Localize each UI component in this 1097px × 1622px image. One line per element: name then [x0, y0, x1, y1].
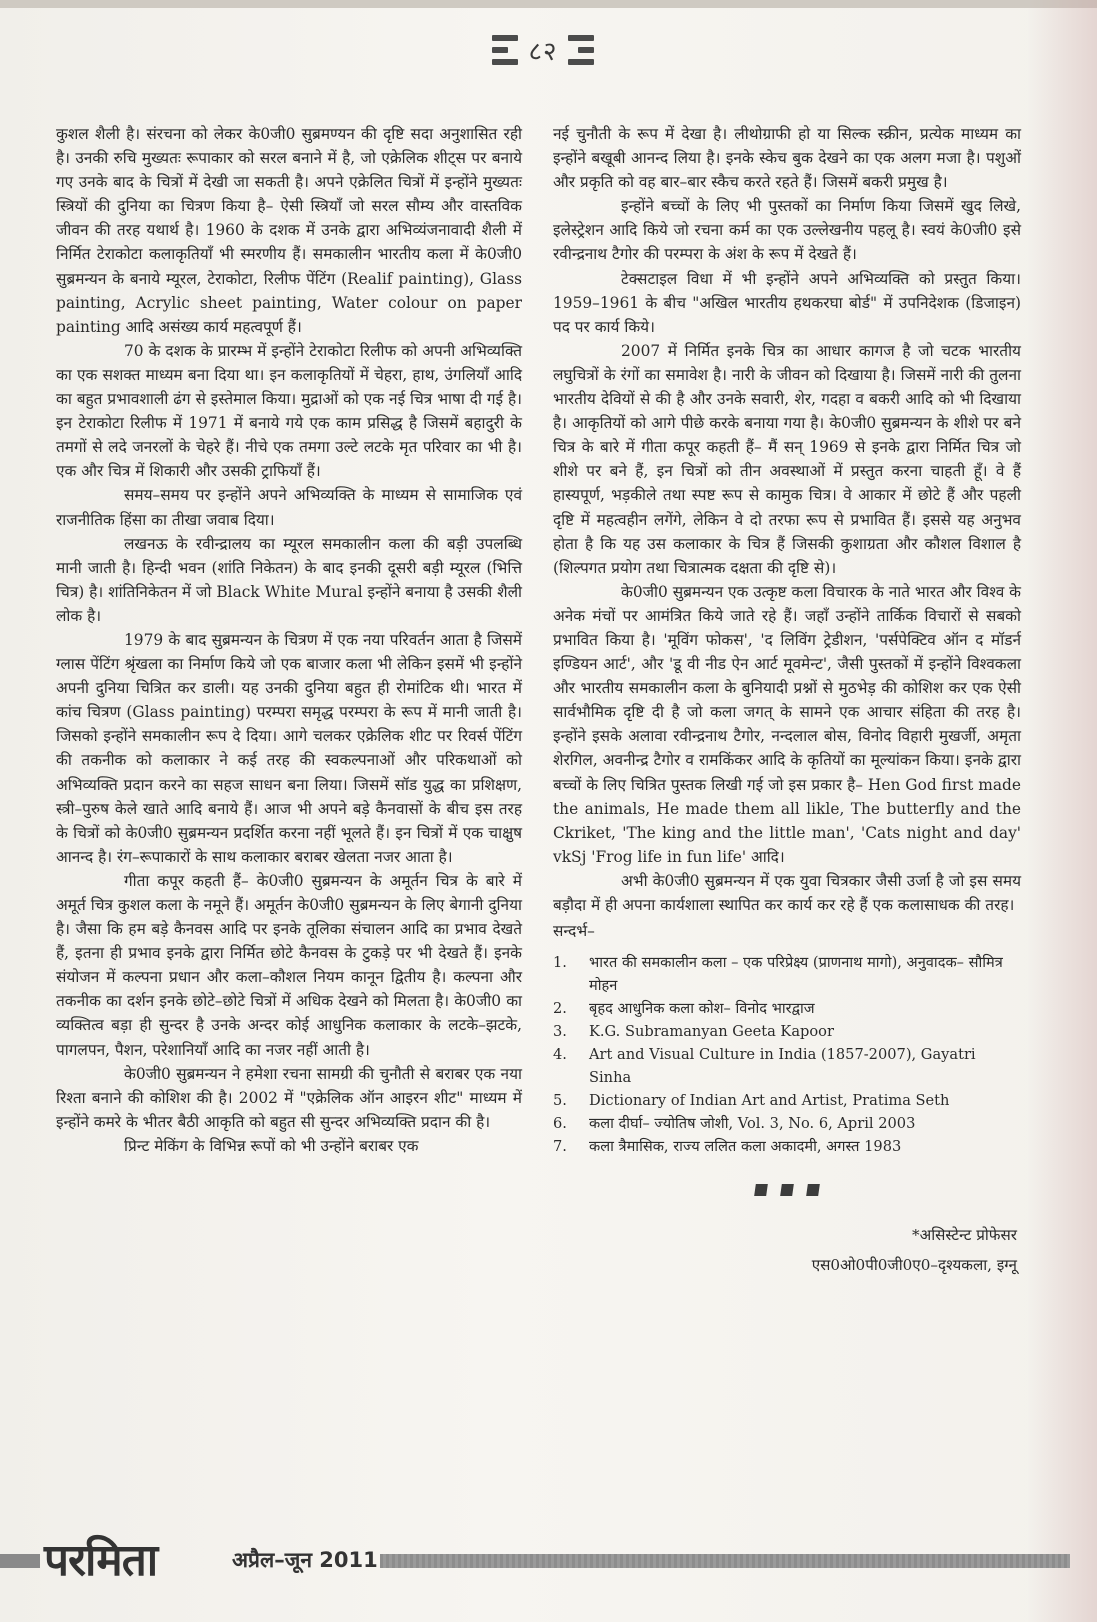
reference-number: 5.	[553, 1092, 567, 1110]
reference-item	[553, 1112, 1021, 1135]
reference-text: कला दीर्घा– ज्योतिष जोशी, Vol. 3, No. 6, April 2003	[589, 1115, 916, 1133]
reference-text: भारत की समकालीन कला – एक परिप्रेक्ष्य (प्राणनाथ मागो), अनुवादक– सौमित्र मोहन	[589, 954, 1003, 995]
reference-number: 6.	[553, 1115, 567, 1133]
paragraph: नई चुनौती के रूप में देखा है। लीथोग्राफी हो या सिल्क स्क्रीन, प्रत्येक माध्यम का इन्होंने बखूबी आनन्द लिया है। इनके स्केच बुक देखने का एक अलग मजा है। पशुओं और प्रकृति को वह बार–बार स्कैच करते रहते हैं। जिसमें बकरी प्रमुख है।	[553, 125, 1021, 192]
reference-number: 7.	[553, 1138, 567, 1156]
paragraph: इन्होंने बच्चों के लिए भी पुस्तकों का निर्माण किया जिसमें खुद लिखे, इलेस्ट्रेशन आदि किये जो रचना कर्म का एक उल्लेखनीय पहलू है। स्वयं के0जी0 इसे रवीन्द्रनाथ टैगोर की परम्परा के अंश के रूप में देखते हैं।	[553, 197, 1021, 264]
reference-text: Dictionary of Indian Art and Artist, Pratima Seth	[589, 1092, 950, 1110]
footer-bar-right	[380, 1554, 1070, 1568]
reference-item	[553, 1135, 1021, 1158]
section-separator	[553, 1184, 1021, 1196]
reference-number: 3.	[553, 1023, 567, 1041]
paragraph: अभी के0जी0 सुब्रमन्यन में एक युवा चित्रकार जैसी उर्जा है जो इस समय बड़ौदा में ही अपना कार्यशाला स्थापित कर कार्य कर रहे हैं एक कलासाधक की तरह।	[553, 871, 1021, 914]
paragraph: 2007 में निर्मित इनके चित्र का आधार कागज है जो चटक भारतीय लघुचित्रों के रंगों का समावेश है। नारी के जीवन को दिखाया है। जिसमें नारी की तुलना भारतीय देवियों से की है और उनके सवारी, शेर, गदहा व बकरी आदि को भी दिखाया है। आकृतियों को आगे पीछे करके बनाया गया है। के0जी0 सुब्रमन्यन के शीशे पर बने चित्र के बारे में गीता कपूर कहती हैं– मैं सन् 1969 से इनके द्वारा निर्मित चित्र जो शीशे पर बने हैं, इन चित्रों को तीन अवस्थाओं में प्रस्तुत करना चाहती हूँ। वे हैं हास्यपूर्ण, भड़कीले तथा स्पष्ट रूप से कामुक चित्र। वे आकार में छोटे हैं और पहली दृष्टि में महत्वहीन लगेंगे, लेकिन वे दो तरफा रूप से प्रभावित हैं। इससे यह अनुभव होता है कि यह उस कलाकार के चित्र हैं जिसकी कुशाग्रता और कौशल विशाल है (शिल्पगत प्रयोग तथा चित्रात्मक दक्षता की दृष्टि से)।	[553, 341, 1021, 577]
page-edge-shade	[1027, 0, 1097, 1622]
left-column	[56, 122, 522, 1158]
paragraph: प्रिन्ट मेकिंग के विभिन्न रूपों को भी उन्होंने बराबर एक	[124, 1136, 419, 1155]
left-ornament-bars	[492, 35, 518, 65]
reference-item	[553, 1089, 1021, 1112]
footer-bar-left	[0, 1554, 40, 1568]
paragraph: टेक्सटाइल विधा में भी इन्होंने अपने अभिव्यक्ति को प्रस्तुत किया। 1959–1961 के बीच "अखिल भारतीय हथकरघा बोर्ड" में उपनिदेशक (डिजाइन) पद पर कार्य किये।	[553, 269, 1021, 336]
reference-number: 2.	[553, 1000, 567, 1018]
reference-text: कला त्रैमासिक, राज्य ललित कला अकादमी, अगस्त 1983	[589, 1138, 902, 1156]
right-column	[553, 122, 1021, 1280]
reference-number: 4.	[553, 1046, 567, 1064]
paragraph: समय–समय पर इन्होंने अपने अभिव्यक्ति के माध्यम से सामाजिक एवं राजनीतिक हिंसा का तीखा जवाब दिया।	[56, 486, 522, 529]
references-list	[553, 951, 1021, 1158]
reference-text: Art and Visual Culture in India (1857-2007), Gayatri Sinha	[589, 1046, 976, 1087]
reference-item	[553, 1020, 1021, 1043]
reference-item	[553, 1043, 1021, 1089]
reference-text: K.G. Subramanyan Geeta Kapoor	[589, 1023, 834, 1041]
page-number-ornament	[478, 20, 608, 80]
author-note	[553, 1220, 1021, 1280]
page-number: ८२	[528, 37, 558, 67]
paragraph: के0जी0 सुब्रमन्यन ने हमेशा रचना सामग्री की चुनौती से बराबर एक नया रिश्ता बनाने की कोशिश की है। 2002 में "एक्रेलिक ऑन आइरन शीट" माध्यम में इन्होंने कमरे के भीतर बैठी आकृति को बहुत सी सुन्दर अभिव्यक्ति प्रदान की है।	[56, 1064, 522, 1131]
separator-mark	[780, 1184, 794, 1196]
paragraph: 1979 के बाद सुब्रमन्यन के चित्रण में एक नया परिवर्तन आता है जिसमें ग्लास पेंटिंग श्रृंखला का निर्माण किये जो एक बाजार कला भी लेकिन इसमें भी इन्होंने अपनी दुनिया चित्रित कर डाली। यह उनकी दुनिया बहुत ही रोमांटिक थी। भारत में कांच चित्रण (Glass painting) परम्परा समृद्ध परम्परा के रूप में मानी जाती है। जिसको इन्होंने समकालीन रूप दे दिया। आगे चलकर एक्रेलिक शीट पर रिवर्स पेंटिंग की तकनीक को कलाकार ने कई तरह की स्वकल्पनाओं और परिकथाओं को अभिव्यक्ति प्रदान करने का सहज साधन बना लिया। जिसमें सॉड युद्ध का प्रशिक्षण, स्त्री–पुरुष केले खाते आदि बनाये हैं। आज भी अपने बड़े कैनवासों के बीच इस तरह के चित्रों को के0जी0 सुब्रमन्यन प्रदर्शित करना नहीं भूलते हैं। इन चित्रों में एक चाक्षुष आनन्द है। रंग–रूपाकारों के साथ कलाकार बराबर खेलता नजर आता है।	[56, 630, 522, 866]
author-designation: *असिस्टेन्ट प्रोफेसर	[912, 1226, 1017, 1245]
paragraph: गीता कपूर कहती हैं– के0जी0 सुब्रमन्यन के अमूर्तन चित्र के बारे में अमूर्त चित्र कुशल कला के नमूने हैं। अमूर्तन के0जी0 सुब्रमन्यन के लिए बेगानी दुनिया है। जैसा कि हम बड़े कैनवस आदि पर इनके तूलिका संचालन आदि का प्रभाव देखते हैं, इतना ही प्रभाव इनके द्वारा निर्मित छोटे कैनवस के टुकड़े पर भी देखते हैं। इनके संयोजन में कल्पना प्रधान और कला–कौशल नियम कानून द्वितीय है। कल्पना और तकनीक का दर्शन इनके छोटे–छोटे चित्रों में अधिक देखने को मिलता है। के0जी0 का व्यक्तित्व बड़ा ही सुन्दर है उनके अन्दर कोई आधुनिक कलाकार के लटके–झटके, पागलपन, पैशन, परेशानियाँ आदि का नजर नहीं आती है।	[56, 871, 522, 1059]
paragraph: कुशल शैली है। संरचना को लेकर के0जी0 सुब्रमण्यन की दृष्टि सदा अनुशासित रही है। उनकी रुचि मुख्यतः रूपाकार को सरल बनाने में है, जो एक्रेलिक शीट्स पर बनाये गए उनके बाद के चित्रों में देखी जा सकती है। अपने एक्रेलित चित्रों में इन्होंने मुख्यतः स्त्रियों की दुनिया का चित्रण किया है– ऐसी स्त्रियाँ जो सरल सौम्य और वास्तविक जीवन की तरह यथार्थ है। 1960 के दशक में उनके द्वारा अभिव्यंजनावादी शैली में निर्मित टेराकोटा कलाकृतियाँ भी स्मरणीय हैं। समकालीन भारतीय कला में के0जी0 सुब्रमन्यन के बनाये म्यूरल, टेराकोटा, रिलीफ पेंटिंग (Realif painting), Glass painting, Acrylic sheet painting, Water colour on paper painting आदि असंख्य कार्य महत्वपूर्ण हैं।	[56, 125, 522, 336]
paragraph: के0जी0 सुब्रमन्यन एक उत्कृष्ट कला विचारक के नाते भारत और विश्व के अनेक मंचों पर आमंत्रित किये जाते रहे हैं। जहाँ उन्होंने तार्किक विचारों से सबको प्रभावित किया है। 'मूविंग फोकस', 'द लिविंग ट्रेडीशन, 'पर्सपेक्टिव ऑन द मॉडर्न इण्डियन आर्ट', और 'डू वी नीड ऐन आर्ट मूवमेन्ट', जैसी पुस्तकों में इन्होंने विश्वकला और भारतीय समकालीन कला के बुनियादी प्रश्नों से मुठभेड़ की कोशिश कर एक ऐसी सार्वभौमिक दृष्टि दी है जो कला जगत् के सामने एक आचार संहिता की तरह है। इन्होंने इसके अलावा रवीन्द्रनाथ टैगोर, नन्दलाल बोस, विनोद विहारी मुखर्जी, अमृता शेरगिल, अवनीन्द्र टैगोर व रामकिंकर आदि के कृतियों का मूल्यांकन किया। इनके द्वारा बच्चों के लिए चित्रित पुस्तक लिखी गई जो इस प्रकार है– Hen God first made the animals, He made them all likle, The butterfly and the Ckriket, 'The king and the little man', 'Cats night and day' vkSj 'Frog life in fun life' आदि।	[553, 582, 1021, 866]
top-edge	[0, 0, 1097, 8]
paragraph: लखनऊ के रवीन्द्रालय का म्यूरल समकालीन कला की बड़ी उपलब्धि मानी जाती है। हिन्दी भवन (शांति निकेतन) के बाद इनकी दूसरी बड़ी म्यूरल (भित्ति चित्र) है। शांतिनिकेतन में जो Black White Mural इन्होंने बनाया है उसकी शैली लोक है।	[56, 534, 522, 625]
reference-number: 1.	[553, 954, 567, 972]
right-column-paragraphs	[553, 122, 1021, 917]
page-footer	[0, 1526, 1097, 1586]
right-ornament-bars	[568, 35, 594, 65]
references-heading: सन्दर्भ–	[553, 922, 595, 941]
issue-date: अप्रैल–जून 2011	[232, 1548, 378, 1572]
reference-text: बृहद आधुनिक कला कोश– विनोद भारद्वाज	[589, 1000, 815, 1018]
paragraph: 70 के दशक के प्रारम्भ में इन्होंने टेराकोटा रिलीफ को अपनी अभिव्यक्ति का एक सशक्त माध्यम बना दिया था। इन कलाकृतियों में चेहरा, हाथ, उंगलियाँ आदि का बहुत प्रभावशाली ढंग से इस्तेमाल किया। मुद्राओं को एक नई चित्र भाषा दी गई है। इन टेराकोटा रिलीफ में 1971 में बनाये गये एक काम प्रसिद्ध है जिसमें बहादुरी के तमगों से लदे जनरलों के चेहरे हैं। नीचे एक तमगा उल्टे लटके मृत परिवार का भी है। एक और चित्र में शिकारी और उसकी ट्राफियाँ हैं।	[56, 341, 522, 481]
reference-item	[553, 997, 1021, 1020]
magazine-logo: परमिता	[44, 1535, 158, 1586]
author-affiliation: एस0ओ0पी0जी0ए0–दृश्यकला, इग्नू	[811, 1256, 1017, 1275]
reference-item	[553, 951, 1021, 997]
separator-mark	[806, 1184, 820, 1196]
separator-mark	[754, 1184, 768, 1196]
